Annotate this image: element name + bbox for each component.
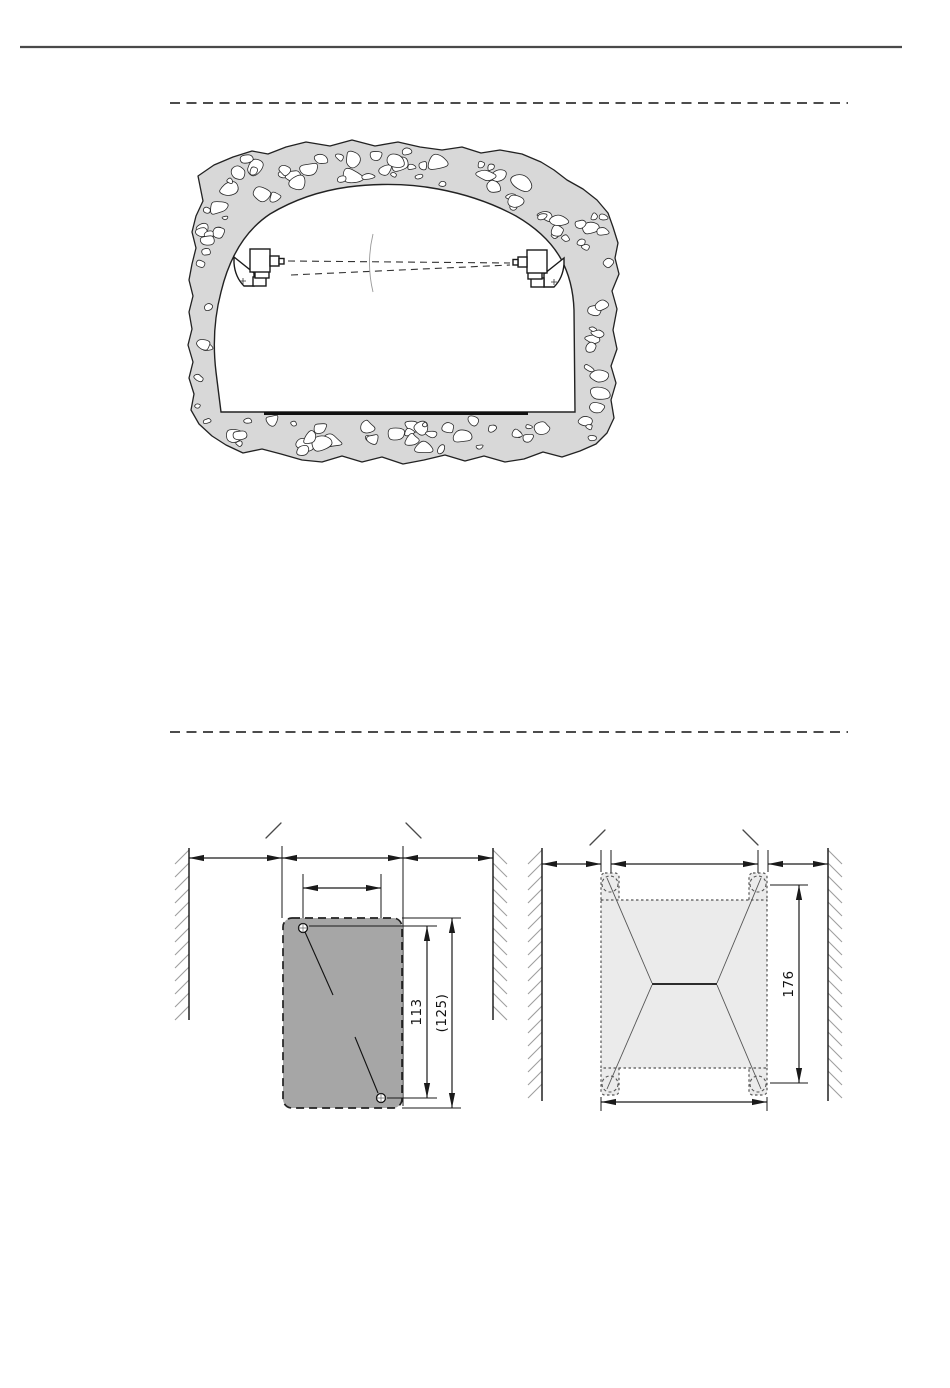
detector-body-right: [527, 250, 547, 273]
tunnel-cross-section-figure: [188, 140, 619, 464]
mount-drawing-device-footprint: [175, 823, 507, 1108]
wall-hatch-left: [175, 850, 189, 1020]
detector-lens-left: [270, 256, 279, 266]
lens-tip-left: [279, 259, 284, 265]
wall-hatch-left: [528, 850, 542, 1098]
dim-label-overall: (125): [434, 993, 450, 1033]
reference-tick-left: [590, 830, 605, 845]
detector-lens-right: [518, 257, 527, 267]
detector-body-left: [250, 249, 270, 272]
reference-tick-left: [266, 823, 281, 838]
device-footprint-outline: [283, 918, 402, 1108]
reference-tick-right: [406, 823, 421, 838]
wall-hatch-right: [828, 850, 842, 1098]
mount-drawing-bracket-footprint: [528, 830, 842, 1111]
wall-hatch-right: [493, 850, 507, 1020]
reference-tick-right: [743, 830, 758, 845]
ear-top-left: [601, 873, 619, 903]
tunnel-opening: [214, 184, 575, 412]
lens-tip-right: [513, 260, 518, 266]
dim-label-height: 176: [781, 970, 797, 998]
dim-label-hole-spacing: 113: [409, 998, 425, 1026]
ear-top-right: [749, 873, 767, 903]
